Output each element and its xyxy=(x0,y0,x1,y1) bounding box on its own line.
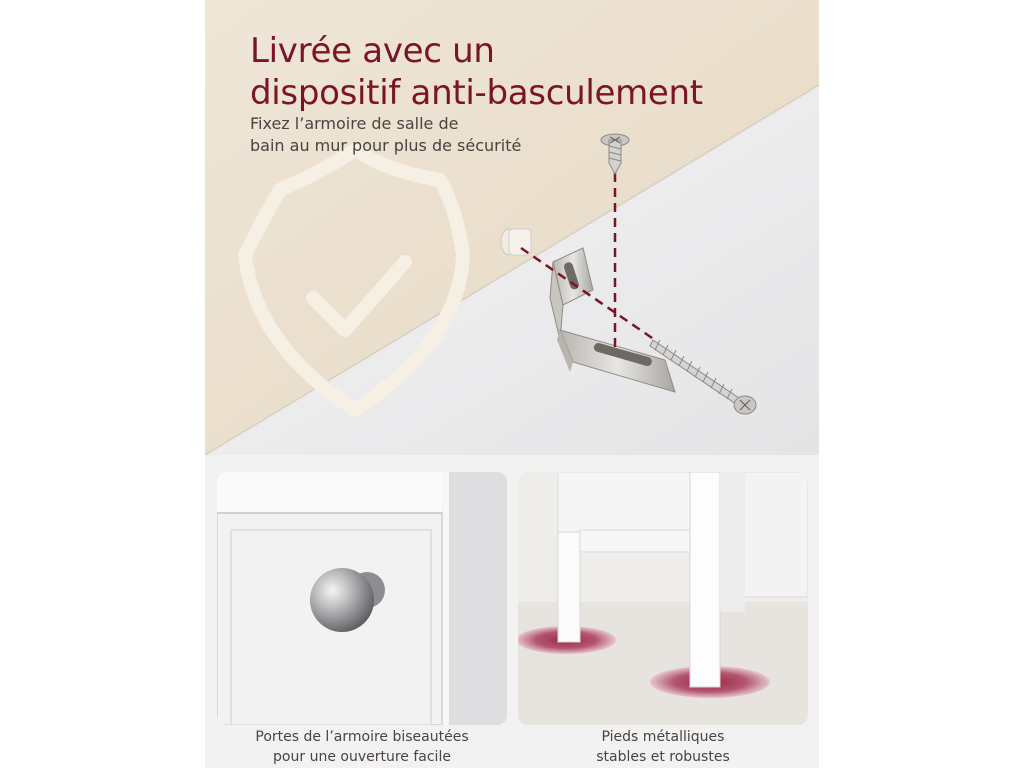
cabinet-door-knob-image xyxy=(217,472,507,725)
cabinet-leg xyxy=(558,532,580,642)
feature-caption-door xyxy=(217,727,507,767)
caption-legs-line1: Pieds métalliques xyxy=(601,729,725,745)
hero-title-line1: Livrée avec un xyxy=(250,31,495,71)
product-infographic xyxy=(205,0,819,768)
cabinet-leg xyxy=(690,472,720,687)
hero-subtitle-line2: bain au mur pour plus de sécurité xyxy=(250,136,522,155)
door-knob xyxy=(310,568,374,632)
hero-title xyxy=(250,30,703,114)
hero-subtitle-line1: Fixez l’armoire de salle de xyxy=(250,114,459,133)
cabinet-legs-image xyxy=(518,472,808,725)
anti-tip-hero xyxy=(205,0,819,455)
feature-panel-door xyxy=(217,472,507,725)
caption-door-line2: pour une ouverture facile xyxy=(273,749,451,765)
hero-subtitle xyxy=(250,113,521,157)
hero-title-line2: dispositif anti-basculement xyxy=(250,73,703,113)
feature-caption-legs xyxy=(518,727,808,767)
caption-legs-line2: stables et robustes xyxy=(596,749,730,765)
feature-panel-legs xyxy=(518,472,808,725)
caption-door-line1: Portes de l’armoire biseautées xyxy=(255,729,469,745)
